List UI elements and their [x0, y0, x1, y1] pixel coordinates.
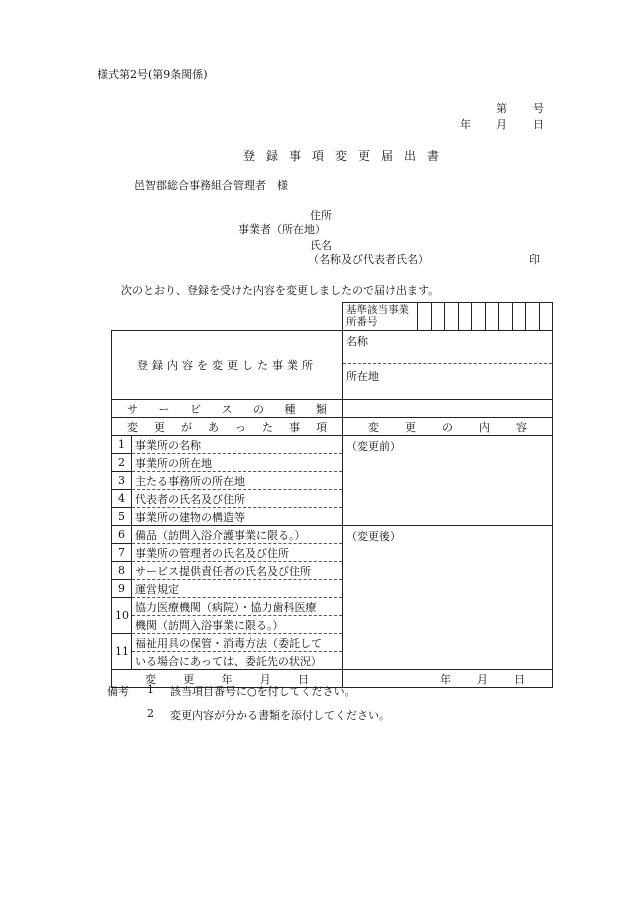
addressee: 邑智郡総合事務組合管理者 様 — [134, 179, 288, 192]
item-text: 運営規定 — [132, 580, 343, 598]
code-digit-9[interactable] — [526, 303, 540, 330]
form-number: 様式第2号(第9条関係) — [97, 68, 208, 81]
change-date-label: 変 更 年 月 日 — [112, 670, 343, 688]
intro-text: 次のとおり、登録を受けた内容を変更しましたので届け出ます。 — [121, 284, 440, 297]
item-number[interactable]: 3 — [112, 472, 132, 490]
address-label: 住所 — [310, 209, 332, 222]
item-text: サービス提供責任者の氏名及び住所 — [132, 562, 343, 580]
item-text-continued: 機関（訪問入浴事業に限る。） — [132, 616, 343, 634]
document-title: 登録事項変更届出書 — [243, 149, 451, 163]
code-digit-6[interactable] — [486, 303, 500, 330]
code-digit-2[interactable] — [432, 303, 446, 330]
note-1-number: 1 — [147, 683, 154, 696]
change-date-month: 月 — [477, 672, 488, 686]
notes-label: 備考 — [107, 685, 129, 698]
item-text: 代表者の氏名及び住所 — [132, 490, 343, 508]
after-label: （変更後） — [346, 530, 401, 543]
code-digit-5[interactable] — [472, 303, 486, 330]
item-number[interactable]: 6 — [112, 526, 132, 544]
number-prefix: 第 — [496, 102, 507, 115]
service-value[interactable] — [343, 400, 553, 418]
code-row — [112, 303, 553, 331]
item-number[interactable]: 5 — [112, 508, 132, 526]
service-row — [112, 400, 553, 418]
seal-mark: 印 — [529, 253, 540, 266]
change-content-header: 変 更 の 内 容 — [343, 418, 553, 436]
code-blank — [112, 303, 343, 331]
item-number[interactable]: 8 — [112, 562, 132, 580]
item-text: 備品（訪問入浴介護事業に限る。） — [132, 526, 343, 544]
item-text: 福祉用具の保管・消毒方法（委託して — [132, 634, 343, 652]
item-text: 事業所の所在地 — [132, 454, 343, 472]
change-form-table — [111, 302, 553, 688]
code-digit-7[interactable] — [499, 303, 513, 330]
code-digit-1[interactable] — [418, 303, 432, 330]
before-cell[interactable] — [343, 436, 553, 526]
item-row-1 — [112, 436, 553, 454]
item-number[interactable]: 1 — [112, 436, 132, 454]
item-text: 事業所の管理者の氏名及び住所 — [132, 544, 343, 562]
change-date-day: 日 — [514, 672, 525, 686]
note-1-text: 該当項目番号に○を付してください。 — [170, 685, 356, 698]
date-day: 日 — [533, 118, 544, 131]
facility-label: 登録内容を変更した事業所 — [112, 331, 343, 400]
code-label: 基準該当事業所番号 — [343, 303, 418, 330]
number-suffix: 号 — [533, 102, 544, 115]
after-cell[interactable] — [343, 526, 553, 670]
service-label: サ ー ビ ス の 種 類 — [112, 400, 343, 418]
item-number[interactable]: 2 — [112, 454, 132, 472]
note-2-number: 2 — [147, 707, 154, 720]
item-number[interactable]: 10 — [112, 598, 132, 634]
code-digit-3[interactable] — [445, 303, 459, 330]
item-text-continued: いる場合にあっては、委託先の状況） — [132, 652, 343, 670]
changed-item-header: 変 更 が あ っ た 事 項 — [112, 418, 343, 436]
item-text: 事業所の名称 — [132, 436, 343, 454]
business-label: 事業者（所在地） — [238, 223, 326, 236]
item-number[interactable]: 7 — [112, 544, 132, 562]
facility-name-label: 名称 — [346, 335, 368, 348]
column-header-row — [112, 418, 553, 436]
code-digit-4[interactable] — [459, 303, 473, 330]
item-text: 主たる事務所の所在地 — [132, 472, 343, 490]
date-month: 月 — [496, 118, 507, 131]
code-cell — [343, 303, 553, 331]
facility-location-label: 所在地 — [343, 363, 552, 399]
code-digit-8[interactable] — [513, 303, 527, 330]
change-date-year: 年 — [440, 672, 451, 686]
item-number[interactable]: 4 — [112, 490, 132, 508]
note-2-text: 変更内容が分かる書類を添付してください。 — [170, 709, 390, 722]
change-date-value[interactable] — [343, 670, 553, 688]
item-number[interactable]: 9 — [112, 580, 132, 598]
date-year: 年 — [460, 118, 471, 131]
facility-cell[interactable] — [343, 331, 553, 400]
item-text: 協力医療機関（病院）・協力歯科医療 — [132, 598, 343, 616]
code-digit-10[interactable] — [540, 303, 553, 330]
facility-row — [112, 331, 553, 400]
item-number[interactable]: 11 — [112, 634, 132, 670]
item-text: 事業所の建物の構造等 — [132, 508, 343, 526]
name-label: 氏名 — [310, 239, 332, 252]
item-row-6 — [112, 526, 553, 544]
name-sub-label: （名称及び代表者氏名） — [308, 253, 429, 266]
before-label: （変更前） — [346, 440, 401, 453]
